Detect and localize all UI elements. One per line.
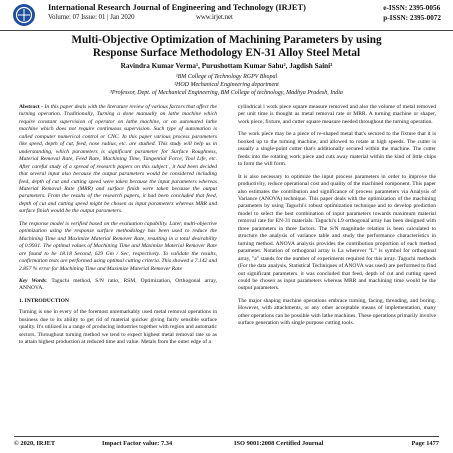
body-paragraph-3: It is also necessary to optimize the input process parameters in order to improve the productivity, reduce operational cost and quality of the machined component. This paper also estimates the contribution and significance of process parameters via Analysis of Variance (ANOVA) technique. This paper deals with the optimization of the machining parameters by using Taguchi's robust optimization technique and to develop prediction model to select the best combination of input parameters towards maximum material removal rate for EN-31 materials. Taguchi's L9 orthogonal array has been designed with three parameters in three factors. The S/N magnitude relation is been calculated to structure the analysis of variance table and study the performance characteristics in turning method. ANOVA analysis provides the contribution proportion of each method parameter. Notation of orthogonal array is La wherever "L" is symbol for orthogonal array, "a" stands for the number of experiments required for this array. Taguchi methods (For the data analysis, Statistical Techniques of ANOVA was used) are performed to find out significant parameters. it was concluded that feed, depth of cut and cutting speed could be chosen as input parameters whereas MRR and machining time would be the output parameters. <box>238 173 436 292</box>
journal-name: International Research Journal of Engineering and Technology (IRJET) <box>48 3 306 12</box>
body-paragraph-2: The work piece may be a piece of re-shaped metal that's secured to the fixture that it is hooked up to the turning machine, and allowed to rotate at high speeds. The cutter is usually a single-point cutter that's additionally secured within the machine. The cutter feeds into the rotating work piece and cuts away material within the kind of little chips to form the will form. <box>238 131 436 168</box>
journal-volume <box>48 14 233 21</box>
journal-header <box>0 0 453 31</box>
abstract-label: Abstract <box>19 104 40 110</box>
right-column <box>238 104 436 333</box>
body-paragraph-4: The major shaping machine operations embrace turning, facing, threading, and boring. However, with attachments, or any other acceptable means of implementation, many other operations can be possible with lathe machines. These operations primarily involve surface generation with single purpose cutting tools. <box>238 297 436 327</box>
footer-impact-factor: Impact Factor value: 7.34 <box>102 440 173 447</box>
p-issn: p-ISSN: 2395-0072 <box>383 14 441 22</box>
left-column <box>19 104 217 352</box>
abstract-paragraph-2: The response model is verified based on the evaluation capability. Later, multi-objective optimization using the response surface methodology has been used to reduce the Machining Time and Maximize Material Remover Rate, resulting in a total desirability of 0.9931. The optimal values of Machining Time and Maximize Material Remover Rate are found to be 18.18 Second, 629 Gm / Sec, respectively. To validate the results, confirmation tests are performed using optimal cutting criteria. This showed a 7.142 and 2.857 % error for Machining Time and Maximize Material Remover Rate <box>19 220 217 272</box>
volume-issue: Volume: 07 Issue: 01 | Jan 2020 <box>48 14 135 21</box>
footer-page-number: Page 1477 <box>411 440 439 447</box>
affiliation-2: ²HOD Mechanical Engineering department <box>174 82 279 88</box>
footer-iso: ISO 9001:2008 Certified Journal <box>234 440 324 447</box>
keywords-label: Key Words <box>19 277 46 284</box>
section-heading-introduction: 1. INTRODUCTION <box>19 297 69 304</box>
paper-authors: Ravindra Kumar Verma¹, Purushottam Kumar Sahu², Jagdish Saini³ <box>120 62 333 70</box>
e-issn: e-ISSN: 2395-0056 <box>383 4 441 12</box>
abstract-text: - In this paper deals with the literature review of various factors that affect the turning operation. Traditionally, Turning a done manually on lathe machine which require constant supervision of operator on lathe machine, or on automated lathe machine which does not require continuous supervision. Such type of automation is called computer numerical control or CNC. In this paper various process parameters like speed, depth of cut, feed, nose radius, etc. are studied. This study will help us in understanding, which parameters is significant parameter for Surface Roughness, Material Removal Rate, Feed Rate, Machining Time, Tangential Force, Tool Life, etc. After careful study of a spread of research papers on this subject , it had been decided that several input also because the output parameters would be considered including feed, depth of cut and cutting speed were taken because the input parameters whereas Material Removal Rate (MRR) and surface finish were taken because the output parameters. From the results of the research papers, it had been concluded that feed, depth of cut and cutting speed might be chosen as input parameters whereas MRR and surface finish would be the output parameters. <box>19 104 217 215</box>
paper-title <box>0 34 453 60</box>
abstract <box>19 104 217 216</box>
footer-copyright: © 2020, IRJET <box>14 440 56 447</box>
title-line-2: Response Surface Methodology EN-31 Alloy Steel Metal <box>92 47 361 59</box>
body-paragraph-1: cylindrical l work piece square measure removed and also the volume of metal removed per unit time is thought as metal removal rate or MRR. A turning machine or shaper, work piece, fixture, and cutter square measure needed throughout the turning operation. <box>238 104 436 125</box>
title-line-1: Multi-Objective Optimization of Machining Parameters by using <box>71 34 382 46</box>
irjet-logo-icon <box>12 3 36 27</box>
introduction-paragraph: Turning is one in every of the foremost unremarkably used metal removal operations in business due to its ability to get rid of material quicker giving fairly sensible surface quality. It's utilized in a range of producing industries together with region and automatic sectors. Throughout turning method we tend to expect highest metal removal rate so as to attain highest production at reduced time and value. Metals from the outer edge of a <box>19 309 217 346</box>
page-footer <box>14 436 439 451</box>
affiliation-3: ³Professor, Dept. of Mechanical Engineering, BM College of technology, Madhya Pradesh, India <box>110 90 343 96</box>
issn-block <box>383 3 441 23</box>
keywords <box>19 278 217 293</box>
journal-website[interactable]: www.irjet.net <box>195 14 233 21</box>
keywords-text: : Taguchi method, S/N ratio, RSM, Optimization, Orthogonal array, ANNOVA. <box>19 277 217 292</box>
affiliation-1: ¹BM College of Technology RGPV Bhopal <box>175 74 278 80</box>
